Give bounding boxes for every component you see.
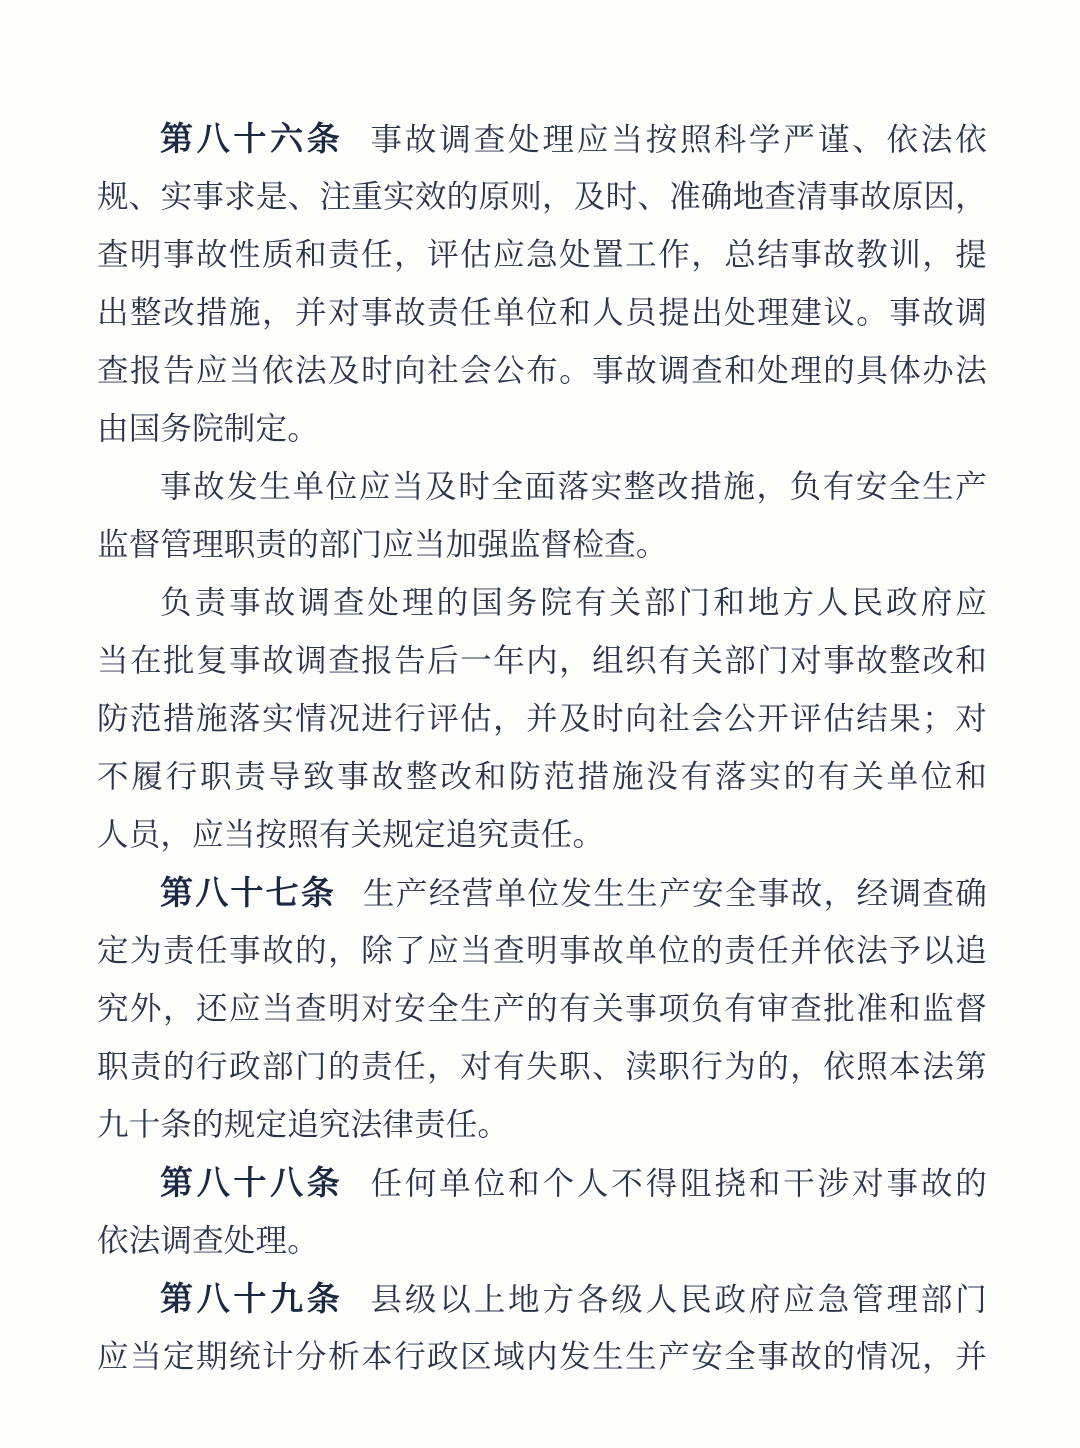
text-line: 负责事故调查处理的国务院有关部门和地方人民政府应 [160,585,987,620]
text-line: 究外，还应当查明对安全生产的有关事项负有审查批准和监督 [97,991,987,1026]
text-line: 查报告应当依法及时向社会公布。事故调查和处理的具体办法 [97,353,987,388]
article-number-89: 第八十九条 [160,1280,344,1317]
text-line: 定为责任事故的，除了应当查明事故单位的责任并依法予以追 [97,933,987,968]
text-line-content: 县级以上地方各级人民政府应急管理部门 [370,1282,987,1317]
text-line-article-86 [97,110,987,168]
text-line: 依法调查处理。 [97,1223,319,1258]
text-line-content: 任何单位和个人不得阻挠和干涉对事故的 [370,1166,987,1201]
article-number-88: 第八十八条 [160,1164,344,1201]
text-line-content: 生产经营单位发生生产安全事故，经调查确 [363,876,988,911]
text-line: 应当定期统计分析本行政区域内发生生产安全事故的情况，并 [97,1339,987,1374]
text-line-article-87 [97,864,987,922]
article-number-86: 第八十六条 [160,120,344,157]
text-line: 不履行职责导致事故整改和防范措施没有落实的有关单位和 [97,759,987,794]
text-line-content: 事故调查处理应当按照科学严谨、依法依 [370,122,987,157]
text-line: 查明事故性质和责任，评估应急处置工作，总结事故教训，提 [97,237,987,272]
text-line: 职责的行政部门的责任，对有失职、渎职行为的，依照本法第 [97,1049,987,1084]
text-line: 监督管理职责的部门应当加强监督检查。 [97,527,668,562]
text-line: 人员，应当按照有关规定追究责任。 [97,817,605,852]
article-number-87: 第八十七条 [160,874,337,911]
law-text-block [97,110,987,1386]
text-line: 事故发生单位应当及时全面落实整改措施，负有安全生产 [160,469,987,504]
text-line: 防范措施落实情况进行评估，并及时向社会公开评估结果；对 [97,701,987,736]
text-line: 九十条的规定追究法律责任。 [97,1107,510,1142]
text-line-article-88 [97,1154,987,1212]
text-line: 规、实事求是、注重实效的原则，及时、准确地查清事故原因， [97,179,987,214]
text-line: 当在批复事故调查报告后一年内，组织有关部门对事故整改和 [97,643,987,678]
text-line: 由国务院制定。 [97,411,319,446]
text-line: 出整改措施，并对事故责任单位和人员提出处理建议。事故调 [97,295,987,330]
text-line-article-89 [97,1270,987,1328]
